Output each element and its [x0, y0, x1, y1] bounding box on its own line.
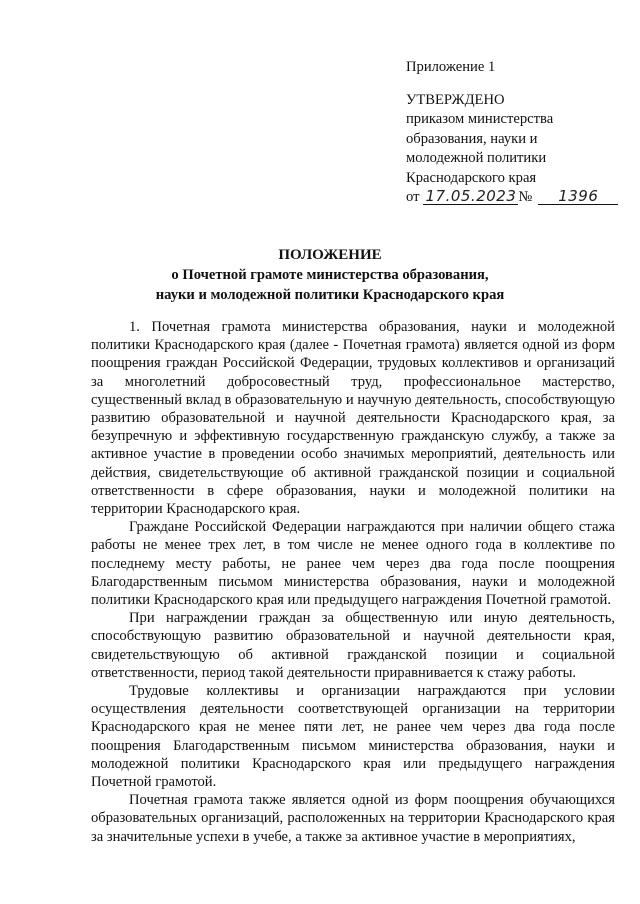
- body-paragraph: 1. Почетная грамота министерства образования, науки и молодежной политики Краснодарского края (далее - Почетная грамота) является одной из форм поощрения граждан Российской Федерации, трудовых коллективов и организаций за многолетний добросовестный труд, профессиональное мастерство, существенный вклад в образовательную и научную деятельность, способствующую развитию образовательной и научной деятельности Краснодарского края, за безупречную и эффективную государственную гражданскую службу, а также за активное участие в проведении особо значимых мероприятий, деятельность или действия, свидетельствующие об активной гражданской позиции и социальной ответственности в сфере образования, науки и молодежной политики на территории Краснодарского края.: [91, 319, 615, 518]
- approval-line: Краснодарского края: [406, 169, 537, 186]
- body-paragraph: При награждении граждан за общественную или иную деятельность, способствующую развитию образовательной и научной деятельности края, свидетельствующую об активной гражданской позиции и социальной ответственности, период такой деятельности приравнивается к стажу работы.: [91, 610, 615, 681]
- approval-line: образования, науки и: [406, 130, 538, 147]
- document-body: [91, 318, 615, 846]
- appendix-label: Приложение 1: [406, 59, 496, 75]
- document-subtitle-line-2: науки и молодежной политики Краснодарского края: [155, 287, 505, 303]
- body-paragraph: Граждане Российской Федерации награждаются при наличии общего стажа работы не менее трех лет, в том числе не менее одного года в коллективе по последнему месту работы, не ранее чем через два года после поощрения Благодарственным письмом министерства образования, науки и молодежной политики Краснодарского края или предыдущего награждения Почетной грамотой.: [91, 519, 615, 609]
- order-date: 17.05.2023: [425, 187, 517, 205]
- order-date-number: [406, 188, 631, 208]
- document-subtitle-line-1: о Почетной грамоте министерства образования,: [171, 267, 489, 283]
- document-title: ПОЛОЖЕНИЕ: [278, 247, 382, 263]
- from-label: от: [406, 189, 420, 205]
- body-paragraph: Почетная грамота также является одной из форм поощрения обучающихся образовательных организаций, расположенных на территории Краснодарского края за значительные успехи в учебе, а также за активное участие в мероприятиях,: [91, 792, 615, 845]
- approval-line: молодежной политики: [406, 150, 547, 166]
- order-number: 1396: [538, 188, 618, 205]
- body-paragraph: Трудовые коллективы и организации награждаются при условии осуществления деятельности соответствующей организации на территории Краснодарского края не менее пяти лет, не ранее чем через два года после поощрения Благодарственным письмом министерства образования, науки и молодежной политики Краснодарского края или предыдущего награждения Почетной грамотой.: [91, 683, 615, 791]
- approved-label: УТВЕРЖДЕНО: [406, 91, 505, 108]
- approval-block: [406, 58, 631, 208]
- number-label: №: [518, 189, 533, 205]
- approval-line: приказом министерства: [406, 111, 554, 127]
